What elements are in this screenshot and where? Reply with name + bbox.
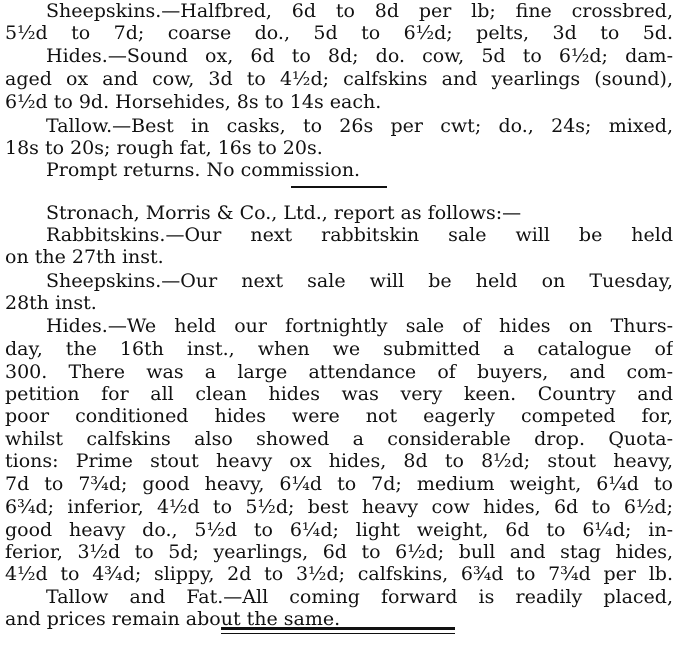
end-rule: [221, 627, 455, 630]
text-line: petition for all clean hides was very keen. Country and: [5, 383, 673, 405]
text-line: Tallow.—Best in casks, to 26s per cwt; do., 24s; mixed,: [46, 115, 673, 137]
text-line: on the 27th inst.: [5, 246, 164, 268]
text-line: Prompt returns. No commission.: [46, 159, 361, 181]
text-line: Sheepskins.—Our next sale will be held on Tuesday,: [46, 270, 673, 292]
text-line: whilst calfskins also showed a considerable drop. Quota-: [5, 428, 673, 450]
section-divider: [291, 186, 387, 188]
text-line: 28th inst.: [5, 292, 97, 314]
text-line: tions: Prime stout heavy ox hides, 8d to 8½d; stout heavy,: [5, 450, 673, 472]
text-line: good heavy do., 5½d to 6¼d; light weight, 6d to 6¼d; in-: [5, 519, 673, 541]
text-line: day, the 16th inst., when we submitted a catalogue of: [5, 338, 673, 360]
text-line: 4½d to 4¾d; slippy, 2d to 3½d; calfskins, 6¾d to 7¾d per lb.: [5, 563, 673, 585]
text-line: 6½d to 9d. Horsehides, 8s to 14s each.: [5, 91, 382, 113]
text-line: aged ox and cow, 3d to 4½d; calfskins and yearlings (sound),: [5, 68, 673, 90]
text-line: poor conditioned hides were not eagerly competed for,: [5, 405, 673, 427]
text-line: Rabbitskins.—Our next rabbitskin sale will be held: [46, 224, 673, 246]
text-line: Hides.—Sound ox, 6d to 8d; do. cow, 5d to 6½d; dam-: [46, 45, 673, 67]
text-line: 6¾d; inferior, 4½d to 5½d; best heavy cow hides, 6d to 6½d;: [5, 496, 673, 518]
text-line: Tallow and Fat.—All coming forward is readily placed,: [46, 586, 673, 608]
end-rule-thin: [221, 633, 455, 634]
text-line: Hides.—We held our fortnightly sale of hides on Thurs-: [46, 315, 673, 337]
text-line: Stronach, Morris & Co., Ltd., report as follows:—: [46, 202, 522, 224]
text-line: 18s to 20s; rough fat, 16s to 20s.: [5, 137, 323, 159]
text-line: 7d to 7¾d; good heavy, 6¼d to 7d; medium weight, 6¼d to: [5, 473, 673, 495]
text-line: Sheepskins.—Halfbred, 6d to 8d per lb; fine crossbred,: [46, 0, 673, 22]
text-line: 300. There was a large attendance of buyers, and com-: [5, 361, 673, 383]
text-line: ferior, 3½d to 5d; yearlings, 6d to 6½d; bull and stag hides,: [5, 541, 673, 563]
text-line: 5½d to 7d; coarse do., 5d to 6½d; pelts, 3d to 5d.: [5, 22, 673, 44]
text-line: and prices remain about the same.: [5, 608, 341, 630]
